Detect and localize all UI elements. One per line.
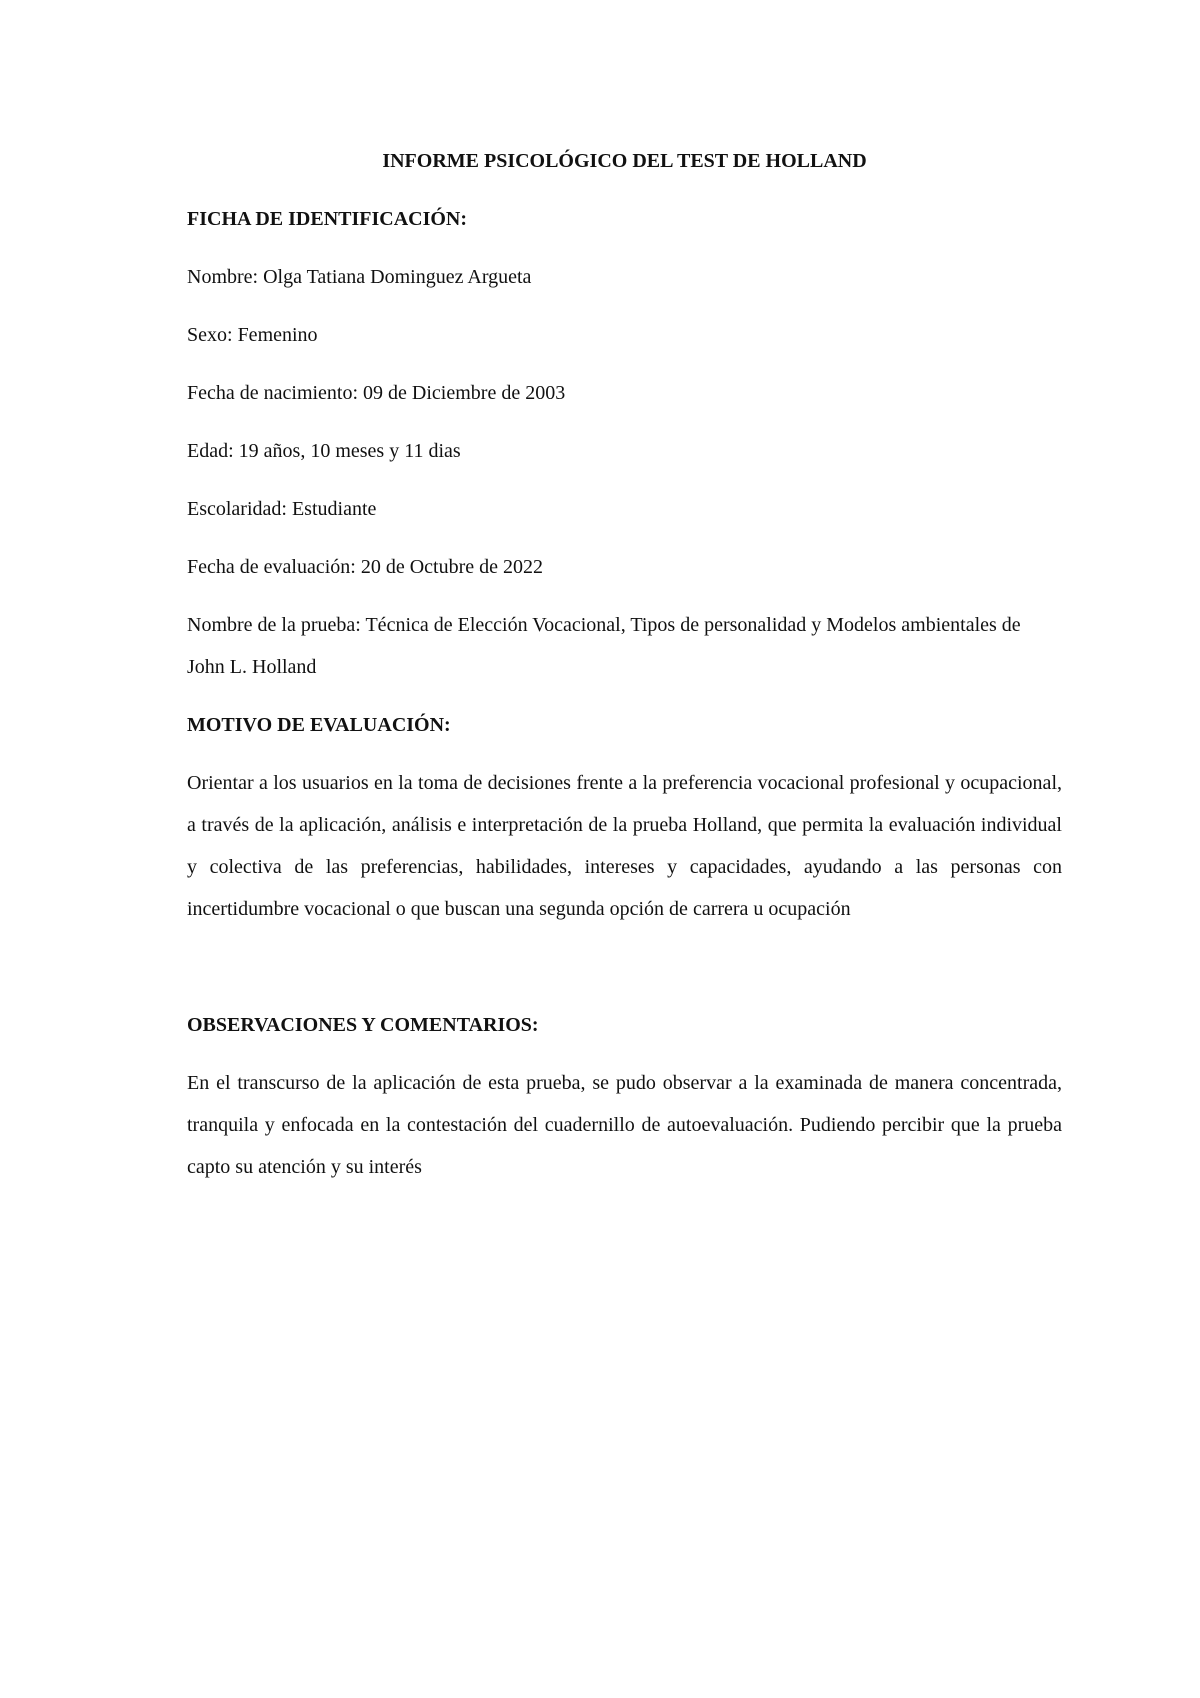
field-fecha-evaluacion: [187, 546, 1062, 588]
observaciones-heading: OBSERVACIONES Y COMENTARIOS:: [187, 1014, 539, 1036]
document-title: INFORME PSICOLÓGICO DEL TEST DE HOLLAND: [382, 150, 867, 172]
field-value: 19 años, 10 meses y 11 dias: [238, 440, 461, 462]
field-label: Nombre de la prueba:: [187, 614, 361, 636]
field-value: Olga Tatiana Dominguez Argueta: [263, 266, 532, 288]
field-nombre-prueba: [187, 604, 1062, 688]
observaciones-paragraph: En el transcurso de la aplicación de esta prueba, se pudo observar a la examinada de manera concentrada, tranquila y enfocada en la contestación del cuadernillo de autoevaluación. Pudiendo percibir que la prueba capto su atención y su interés: [187, 1072, 1062, 1178]
field-fecha-nacimiento: [187, 372, 1062, 414]
field-value: Femenino: [237, 324, 318, 346]
motivo-heading: MOTIVO DE EVALUACIÓN:: [187, 714, 451, 736]
section-spacer: [187, 946, 1062, 1004]
field-value: Técnica de Elección Vocacional, Tipos de personalidad y Modelos ambientales de John L. Holland: [187, 614, 1021, 678]
field-label: Fecha de evaluación:: [187, 556, 356, 578]
field-value: 20 de Octubre de 2022: [360, 556, 543, 578]
field-label: Fecha de nacimiento:: [187, 382, 359, 404]
identification-heading: FICHA DE IDENTIFICACIÓN:: [187, 208, 468, 230]
motivo-paragraph: Orientar a los usuarios en la toma de decisiones frente a la preferencia vocacional profesional y ocupacional, a través de la aplicación, análisis e interpretación de la prueba Holland, que permita la evaluación individual y colectiva de las preferencias, habilidades, intereses y capacidades, ayudando a las personas con incertidumbre vocacional o que buscan una segunda opción de carrera u ocupación: [187, 772, 1062, 920]
field-escolaridad: [187, 488, 1062, 530]
field-label: Edad:: [187, 440, 234, 462]
field-sexo: [187, 314, 1062, 356]
field-edad: [187, 430, 1062, 472]
field-value: Estudiante: [291, 498, 377, 520]
field-nombre: [187, 256, 1062, 298]
field-label: Nombre:: [187, 266, 259, 288]
field-label: Sexo:: [187, 324, 233, 346]
document-body: [187, 140, 1062, 1204]
field-value: 09 de Diciembre de 2003: [363, 382, 566, 404]
field-label: Escolaridad:: [187, 498, 287, 520]
